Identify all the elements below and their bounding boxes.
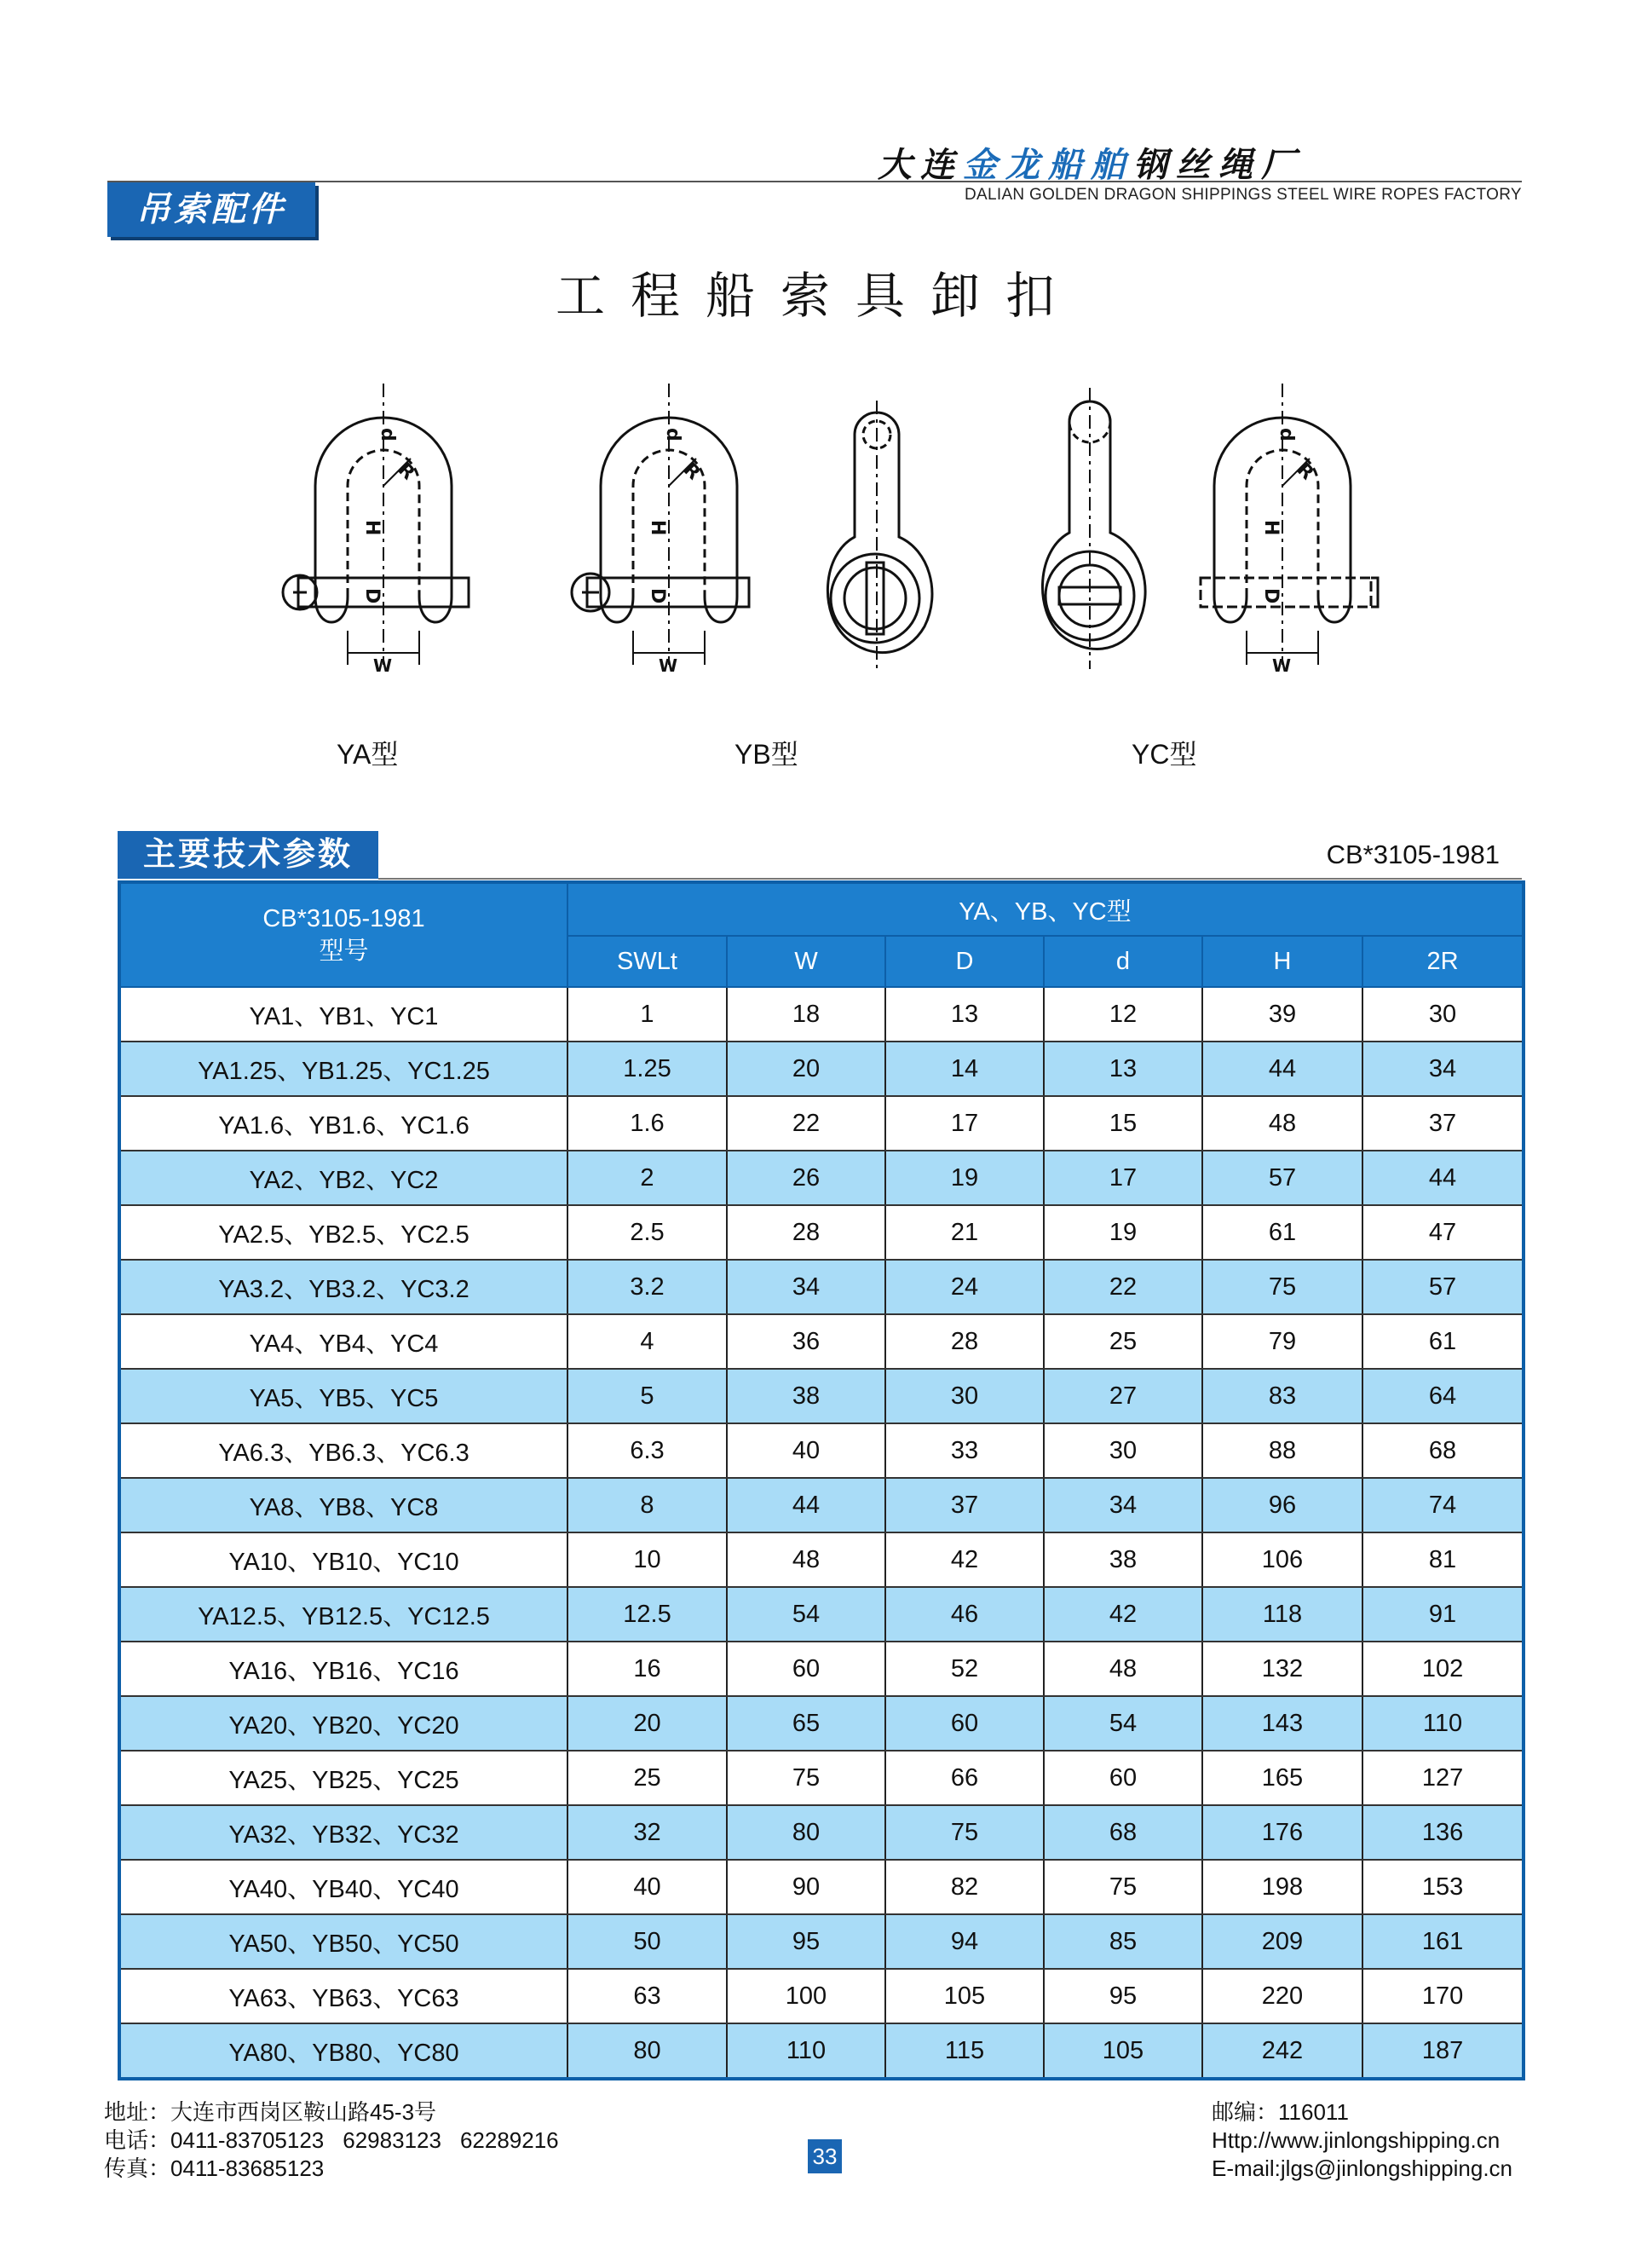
value-cell: 176 <box>1202 1805 1362 1860</box>
value-cell: 30 <box>1044 1423 1202 1478</box>
value-cell: 198 <box>1202 1860 1362 1914</box>
dim-r-label: R <box>1292 459 1318 485</box>
value-cell: 1.6 <box>567 1096 727 1151</box>
value-cell: 12.5 <box>567 1587 727 1642</box>
value-cell: 209 <box>1202 1914 1362 1969</box>
value-cell: 34 <box>1044 1478 1202 1532</box>
value-cell: 17 <box>885 1096 1044 1151</box>
model-cell: YA8、YB8、YC8 <box>119 1478 567 1532</box>
spec-table <box>118 880 1525 2080</box>
phone-number: 62983123 <box>343 2127 441 2153</box>
footer-contact <box>104 2098 559 2183</box>
dim-d-label: d <box>1276 428 1297 441</box>
value-cell: 19 <box>885 1151 1044 1205</box>
dim-h-label: H <box>1260 520 1282 536</box>
value-cell: 28 <box>727 1205 885 1260</box>
company-name-prefix: 大连 <box>878 147 963 184</box>
dim-d-pin-label: D <box>361 588 383 604</box>
value-cell: 100 <box>727 1969 885 2023</box>
table-row <box>119 2023 1524 2079</box>
value-cell: 34 <box>727 1260 885 1314</box>
params-divider <box>378 878 1522 880</box>
value-cell: 127 <box>1362 1751 1524 1805</box>
value-cell: 187 <box>1362 2023 1524 2079</box>
model-cell: YA6.3、YB6.3、YC6.3 <box>119 1423 567 1478</box>
value-cell: 44 <box>1362 1151 1524 1205</box>
value-cell: 80 <box>727 1805 885 1860</box>
value-cell: 52 <box>885 1642 1044 1696</box>
table-row <box>119 1914 1524 1969</box>
value-cell: 36 <box>727 1314 885 1369</box>
value-cell: 81 <box>1362 1532 1524 1587</box>
value-cell: 40 <box>567 1860 727 1914</box>
value-cell: 19 <box>1044 1205 1202 1260</box>
value-cell: 28 <box>885 1314 1044 1369</box>
model-cell: YA2、YB2、YC2 <box>119 1151 567 1205</box>
value-cell: 25 <box>567 1751 727 1805</box>
value-cell: 14 <box>885 1042 1044 1096</box>
value-cell: 16 <box>567 1642 727 1696</box>
value-cell: 44 <box>727 1478 885 1532</box>
value-cell: 30 <box>885 1369 1044 1423</box>
value-cell: 68 <box>1044 1805 1202 1860</box>
value-cell: 161 <box>1362 1914 1524 1969</box>
model-column-header <box>119 882 567 987</box>
model-cell: YA80、YB80、YC80 <box>119 2023 567 2079</box>
model-cell: YA1、YB1、YC1 <box>119 987 567 1042</box>
value-cell: 54 <box>727 1587 885 1642</box>
value-cell: 220 <box>1202 1969 1362 2023</box>
standard-reference: CB*3105-1981 <box>1326 840 1500 869</box>
dim-h-label: H <box>361 520 383 536</box>
table-row <box>119 1314 1524 1369</box>
yb-side-view-diagram <box>814 401 942 682</box>
dim-r-label: R <box>393 459 419 485</box>
dim-w-label: W <box>373 655 393 676</box>
value-cell: 106 <box>1202 1532 1362 1587</box>
column-header: D <box>885 936 1044 987</box>
value-cell: 85 <box>1044 1914 1202 1969</box>
header-divider <box>107 181 1522 182</box>
value-cell: 2.5 <box>567 1205 727 1260</box>
value-cell: 60 <box>1044 1751 1202 1805</box>
value-cell: 60 <box>727 1642 885 1696</box>
table-row <box>119 1096 1524 1151</box>
type-label-ya: YA型 <box>337 739 399 770</box>
value-cell: 2 <box>567 1151 727 1205</box>
footer-fax: 传真：0411-83685123 <box>104 2155 325 2181</box>
table-row <box>119 1751 1524 1805</box>
value-cell: 82 <box>885 1860 1044 1914</box>
value-cell: 37 <box>885 1478 1044 1532</box>
value-cell: 165 <box>1202 1751 1362 1805</box>
company-name-cn <box>878 138 1304 187</box>
value-cell: 10 <box>567 1532 727 1587</box>
model-cell: YA40、YB40、YC40 <box>119 1860 567 1914</box>
company-name-suffix: 钢丝绳厂 <box>1133 147 1304 184</box>
value-cell: 39 <box>1202 987 1362 1042</box>
value-cell: 105 <box>1044 2023 1202 2079</box>
model-header-label: 型号 <box>319 938 369 965</box>
footer-online <box>1212 2098 1512 2183</box>
model-cell: YA63、YB63、YC63 <box>119 1969 567 2023</box>
footer-website-link[interactable]: Http://www.jinlongshipping.cn <box>1212 2127 1501 2153</box>
value-cell: 95 <box>727 1914 885 1969</box>
phone-number: 62289216 <box>459 2127 559 2153</box>
value-cell: 118 <box>1202 1587 1362 1642</box>
value-cell: 40 <box>727 1423 885 1478</box>
yb-shackle-diagram <box>567 375 771 699</box>
table-row <box>119 1423 1524 1478</box>
model-cell: YA1.6、YB1.6、YC1.6 <box>119 1096 567 1151</box>
value-cell: 115 <box>885 2023 1044 2079</box>
value-cell: 22 <box>727 1096 885 1151</box>
value-cell: 37 <box>1362 1096 1524 1151</box>
value-cell: 96 <box>1202 1478 1362 1532</box>
value-cell: 88 <box>1202 1423 1362 1478</box>
value-cell: 48 <box>1044 1642 1202 1696</box>
value-cell: 38 <box>1044 1532 1202 1587</box>
value-cell: 20 <box>727 1042 885 1096</box>
value-cell: 75 <box>1202 1260 1362 1314</box>
table-row <box>119 1369 1524 1423</box>
table-row <box>119 1151 1524 1205</box>
value-cell: 24 <box>885 1260 1044 1314</box>
value-cell: 12 <box>1044 987 1202 1042</box>
spec-table-body <box>119 987 1524 2079</box>
value-cell: 75 <box>885 1805 1044 1860</box>
footer-email-link[interactable]: E-mail:jlgs@jinlongshipping.cn <box>1212 2155 1513 2181</box>
value-cell: 33 <box>885 1423 1044 1478</box>
value-cell: 3.2 <box>567 1260 727 1314</box>
yc-shackle-diagram <box>1180 375 1385 699</box>
value-cell: 30 <box>1362 987 1524 1042</box>
value-cell: 48 <box>1202 1096 1362 1151</box>
value-cell: 38 <box>727 1369 885 1423</box>
value-cell: 4 <box>567 1314 727 1369</box>
model-cell: YA2.5、YB2.5、YC2.5 <box>119 1205 567 1260</box>
value-cell: 60 <box>885 1696 1044 1751</box>
value-cell: 95 <box>1044 1969 1202 2023</box>
column-header: SWLt <box>567 936 727 987</box>
model-cell: YA5、YB5、YC5 <box>119 1369 567 1423</box>
model-cell: YA25、YB25、YC25 <box>119 1751 567 1805</box>
value-cell: 132 <box>1202 1642 1362 1696</box>
table-row <box>119 1532 1524 1587</box>
value-cell: 64 <box>1362 1369 1524 1423</box>
value-cell: 80 <box>567 2023 727 2079</box>
value-cell: 242 <box>1202 2023 1362 2079</box>
model-cell: YA1.25、YB1.25、YC1.25 <box>119 1042 567 1096</box>
value-cell: 1.25 <box>567 1042 727 1096</box>
value-cell: 110 <box>1362 1696 1524 1751</box>
page-number: 33 <box>808 2139 842 2173</box>
page-title: 工程船索具卸扣 <box>555 267 1080 325</box>
value-cell: 13 <box>885 987 1044 1042</box>
table-row <box>119 1260 1524 1314</box>
value-cell: 79 <box>1202 1314 1362 1369</box>
value-cell: 54 <box>1044 1696 1202 1751</box>
model-cell: YA50、YB50、YC50 <box>119 1914 567 1969</box>
value-cell: 42 <box>1044 1587 1202 1642</box>
model-cell: YA32、YB32、YC32 <box>119 1805 567 1860</box>
value-cell: 65 <box>727 1696 885 1751</box>
table-row <box>119 1805 1524 1860</box>
table-row <box>119 1696 1524 1751</box>
value-cell: 20 <box>567 1696 727 1751</box>
footer-phone <box>104 2127 559 2155</box>
value-cell: 6.3 <box>567 1423 727 1478</box>
column-header: W <box>727 936 885 987</box>
model-cell: YA20、YB20、YC20 <box>119 1696 567 1751</box>
dim-w-label: W <box>1272 655 1292 676</box>
value-cell: 27 <box>1044 1369 1202 1423</box>
value-cell: 21 <box>885 1205 1044 1260</box>
value-cell: 74 <box>1362 1478 1524 1532</box>
value-cell: 26 <box>727 1151 885 1205</box>
value-cell: 46 <box>885 1587 1044 1642</box>
dim-w-label: W <box>659 655 678 676</box>
section-label: 吊索配件 <box>107 182 315 237</box>
column-header: d <box>1044 936 1202 987</box>
value-cell: 22 <box>1044 1260 1202 1314</box>
table-row <box>119 1642 1524 1696</box>
value-cell: 5 <box>567 1369 727 1423</box>
value-cell: 75 <box>727 1751 885 1805</box>
value-cell: 48 <box>727 1532 885 1587</box>
footer-address: 地址：大连市西岗区鞍山路45-3号 <box>104 2099 437 2125</box>
value-cell: 153 <box>1362 1860 1524 1914</box>
dim-h-label: H <box>647 520 668 536</box>
value-cell: 75 <box>1044 1860 1202 1914</box>
company-name-highlight: 金龙船舶 <box>963 147 1133 184</box>
model-cell: YA4、YB4、YC4 <box>119 1314 567 1369</box>
table-row <box>119 1969 1524 2023</box>
column-header: H <box>1202 936 1362 987</box>
value-cell: 25 <box>1044 1314 1202 1369</box>
value-cell: 50 <box>567 1914 727 1969</box>
value-cell: 57 <box>1362 1260 1524 1314</box>
dim-d-label: d <box>662 428 683 441</box>
value-cell: 44 <box>1202 1042 1362 1096</box>
model-cell: YA10、YB10、YC10 <box>119 1532 567 1587</box>
model-cell: YA16、YB16、YC16 <box>119 1642 567 1696</box>
value-cell: 34 <box>1362 1042 1524 1096</box>
value-cell: 66 <box>885 1751 1044 1805</box>
dim-d-pin-label: D <box>1260 588 1282 604</box>
group-column-header: YA、YB、YC型 <box>567 882 1524 936</box>
value-cell: 136 <box>1362 1805 1524 1860</box>
value-cell: 13 <box>1044 1042 1202 1096</box>
value-cell: 47 <box>1362 1205 1524 1260</box>
value-cell: 83 <box>1202 1369 1362 1423</box>
phone-label: 电话： <box>104 2127 171 2153</box>
value-cell: 15 <box>1044 1096 1202 1151</box>
value-cell: 105 <box>885 1969 1044 2023</box>
table-row <box>119 1860 1524 1914</box>
value-cell: 1 <box>567 987 727 1042</box>
value-cell: 68 <box>1362 1423 1524 1478</box>
dim-d-label: d <box>377 428 398 441</box>
value-cell: 18 <box>727 987 885 1042</box>
yc-side-view-diagram <box>1027 388 1155 678</box>
value-cell: 8 <box>567 1478 727 1532</box>
value-cell: 61 <box>1202 1205 1362 1260</box>
value-cell: 57 <box>1202 1151 1362 1205</box>
model-cell: YA12.5、YB12.5、YC12.5 <box>119 1587 567 1642</box>
value-cell: 90 <box>727 1860 885 1914</box>
dim-r-label: R <box>678 459 705 485</box>
value-cell: 102 <box>1362 1642 1524 1696</box>
table-row <box>119 1042 1524 1096</box>
column-header: 2R <box>1362 936 1524 987</box>
ya-shackle-diagram <box>281 375 486 699</box>
model-header-standard: CB*3105-1981 <box>262 905 425 932</box>
value-cell: 143 <box>1202 1696 1362 1751</box>
value-cell: 32 <box>567 1805 727 1860</box>
value-cell: 63 <box>567 1969 727 2023</box>
table-row <box>119 1205 1524 1260</box>
type-label-yb: YB型 <box>734 739 798 770</box>
company-name-en: DALIAN GOLDEN DRAGON SHIPPINGS STEEL WIRE ROPES FACTORY <box>965 186 1522 204</box>
table-row <box>119 1478 1524 1532</box>
value-cell: 61 <box>1362 1314 1524 1369</box>
footer-postcode: 邮编：116011 <box>1212 2099 1349 2125</box>
table-row <box>119 987 1524 1042</box>
value-cell: 110 <box>727 2023 885 2079</box>
value-cell: 94 <box>885 1914 1044 1969</box>
value-cell: 42 <box>885 1532 1044 1587</box>
value-cell: 17 <box>1044 1151 1202 1205</box>
value-cell: 170 <box>1362 1969 1524 2023</box>
type-label-yc: YC型 <box>1132 739 1197 770</box>
model-cell: YA3.2、YB3.2、YC3.2 <box>119 1260 567 1314</box>
dim-d-pin-label: D <box>647 588 668 604</box>
value-cell: 91 <box>1362 1587 1524 1642</box>
phone-number: 0411-83705123 <box>170 2127 325 2153</box>
table-row <box>119 1587 1524 1642</box>
params-heading: 主要技术参数 <box>118 831 378 879</box>
